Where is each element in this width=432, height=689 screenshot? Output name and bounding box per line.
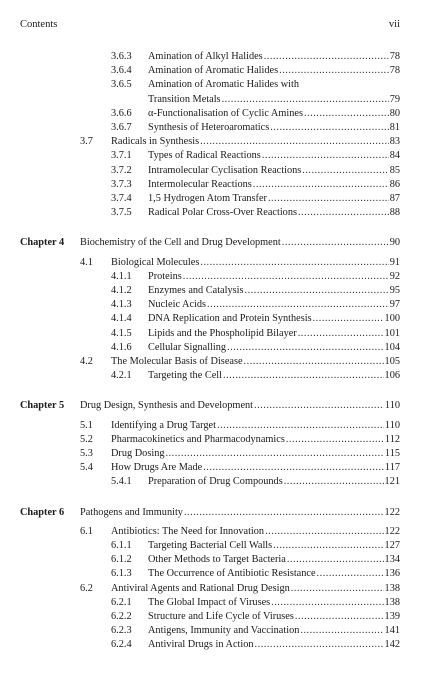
dot-leader: [287, 552, 384, 567]
chapter-entry[interactable]: [0, 235, 432, 250]
entry-title: α-Functionalisation of Cyclic Amines: [148, 107, 303, 119]
entry-page-number: 81: [389, 122, 400, 133]
subsection-entry[interactable]: [0, 297, 432, 312]
section-entry[interactable]: [0, 581, 432, 596]
entry-title: Proteins: [148, 270, 182, 282]
entry-title: The Occurrence of Antibiotic Resistance: [148, 568, 316, 580]
subsection-entry[interactable]: [0, 120, 432, 135]
section-number: 5.1: [80, 419, 93, 431]
entry-page-number: 110: [384, 400, 400, 412]
entry-page-number: 105: [384, 356, 400, 367]
section-entry[interactable]: [0, 418, 432, 433]
entry-page-number: 138: [384, 582, 400, 594]
dot-leader: [313, 311, 384, 326]
section-number: 3.7.2: [111, 164, 132, 176]
dot-leader: [284, 474, 384, 489]
section-entry[interactable]: [0, 134, 432, 149]
section-number: 6.2.2: [111, 611, 132, 622]
section-entry[interactable]: [0, 354, 432, 369]
section-number: 3.7.1: [111, 150, 132, 162]
entry-page-number: 139: [384, 611, 400, 622]
dot-leader: [227, 340, 383, 355]
subsection-entry[interactable]: [0, 205, 432, 220]
section-number: 4.1.2: [111, 285, 132, 296]
entry-page-number: 138: [384, 596, 400, 608]
subsection-entry[interactable]: [0, 566, 432, 581]
entry-title: Amination of Alkyl Halides: [148, 51, 263, 62]
section-number: 3.6.3: [111, 51, 132, 62]
dot-leader: [262, 148, 389, 163]
dot-leader: [286, 432, 384, 447]
section-number: 6.1.1: [111, 540, 132, 551]
entry-page-number: 122: [384, 506, 400, 518]
running-head-title: Contents: [20, 19, 58, 30]
dot-leader: [271, 595, 383, 610]
entry-title: Transition Metals: [148, 93, 221, 105]
entry-title: Drug Design, Synthesis and Development: [80, 400, 254, 412]
section-number: 3.6.7: [111, 122, 132, 133]
dot-leader: [203, 460, 384, 475]
dot-leader: [279, 63, 389, 78]
dot-leader: [264, 49, 389, 64]
entry-title: Antibiotics: The Need for Innovation: [111, 525, 265, 537]
entry-title: Amination of Aromatic Halides with: [148, 79, 299, 91]
chapter-number: Chapter 5: [20, 400, 65, 412]
entry-title: Structure and Life Cycle of Viruses: [148, 611, 294, 622]
entry-page-number: 87: [389, 193, 400, 204]
entry-title: Biological Molecules: [111, 256, 200, 268]
section-number: 6.2.1: [111, 596, 132, 608]
section-number: 5.3: [80, 448, 93, 459]
dot-leader: [207, 297, 389, 312]
section-number: 5.4.1: [111, 476, 132, 488]
entry-page-number: 117: [384, 462, 400, 474]
section-entry[interactable]: [0, 446, 432, 461]
section-number: 3.6.5: [111, 79, 132, 91]
entry-page-number: 85: [389, 164, 400, 176]
subsection-entry[interactable]: [0, 623, 432, 638]
entry-title: Preparation of Drug Compounds: [148, 476, 283, 488]
chapter-entry[interactable]: [0, 505, 432, 520]
entry-title: Intermolecular Reactions: [148, 178, 252, 190]
section-number: 6.1.2: [111, 554, 132, 566]
section-number: 6.2.3: [111, 625, 132, 637]
section-entry[interactable]: [0, 255, 432, 270]
dot-leader: [217, 418, 384, 433]
section-number: 4.1.3: [111, 299, 132, 311]
entry-page-number: 78: [389, 65, 400, 77]
dot-leader: [270, 120, 388, 135]
subsection-entry[interactable]: [0, 177, 432, 192]
dot-leader: [200, 255, 388, 270]
section-number: 3.6.6: [111, 107, 132, 119]
entry-page-number: 88: [389, 207, 400, 219]
entry-page-number: 86: [389, 178, 400, 190]
entry-title: Identifying a Drug Target: [111, 419, 216, 431]
entry-title: Cellular Signalling: [148, 341, 227, 353]
subsection-entry[interactable]: [0, 148, 432, 163]
subsection-entry[interactable]: [0, 538, 432, 553]
entry-title: Antigens, Immunity and Vaccination: [148, 625, 300, 637]
entry-title: Types of Radical Reactions: [148, 150, 261, 162]
entry-page-number: 84: [389, 150, 400, 162]
section-number: 4.1.6: [111, 341, 132, 353]
dot-leader: [166, 446, 384, 461]
dot-leader: [245, 283, 389, 298]
dot-leader: [244, 354, 384, 369]
entry-page-number: 142: [384, 639, 400, 651]
entry-title: Intramolecular Cyclisation Reactions: [148, 164, 302, 176]
entry-title: Other Methods to Target Bacteria: [148, 554, 286, 566]
section-number: 6.2: [80, 582, 93, 594]
entry-page-number: 134: [384, 554, 400, 566]
entry-title: The Global Impact of Viruses: [148, 596, 271, 608]
dot-leader: [300, 623, 383, 638]
subsection-entry[interactable]: [0, 92, 432, 107]
section-entry[interactable]: [0, 460, 432, 475]
entry-title: Biochemistry of the Cell and Drug Development: [80, 237, 281, 249]
section-number: 4.1.4: [111, 313, 132, 325]
entry-page-number: 112: [384, 433, 400, 445]
entry-page-number: 101: [384, 327, 400, 339]
entry-title: DNA Replication and Protein Synthesis: [148, 313, 312, 325]
dot-leader: [298, 326, 384, 341]
dot-leader: [223, 368, 384, 383]
section-number: 4.2.1: [111, 370, 132, 382]
entry-title: Targeting Bacterial Cell Walls: [148, 540, 273, 551]
dot-leader: [282, 235, 389, 250]
entry-title: Amination of Aromatic Halides: [148, 65, 279, 77]
dot-leader: [268, 191, 389, 206]
dot-leader: [222, 92, 389, 107]
section-number: 4.1.5: [111, 327, 132, 339]
subsection-entry[interactable]: [0, 552, 432, 567]
subsection-entry[interactable]: [0, 311, 432, 326]
dot-leader: [184, 505, 384, 520]
dot-leader: [295, 609, 384, 624]
entry-page-number: 79: [389, 93, 400, 105]
dot-leader: [255, 637, 384, 652]
section-number: 5.2: [80, 433, 93, 445]
entry-page-number: 141: [384, 625, 400, 637]
section-number: 3.7.4: [111, 193, 132, 204]
section-number: 3.7.3: [111, 178, 132, 190]
entry-title: Synthesis of Heteroaromatics: [148, 122, 270, 133]
subsection-entry[interactable]: [0, 637, 432, 652]
subsection-entry[interactable]: [0, 191, 432, 206]
subsection-entry[interactable]: [0, 63, 432, 78]
entry-title: Enzymes and Catalysis: [148, 285, 244, 296]
subsection-entry[interactable]: [0, 269, 432, 284]
entry-title: The Molecular Basis of Disease: [111, 356, 243, 367]
subsection-entry[interactable]: [0, 77, 432, 92]
entry-page-number: 91: [389, 256, 400, 268]
entry-page-number: 106: [384, 370, 400, 382]
subsection-entry[interactable]: [0, 595, 432, 610]
entry-title: How Drugs Are Made: [111, 462, 203, 474]
section-number: 4.1.1: [111, 270, 132, 282]
section-number: 5.4: [80, 462, 93, 474]
entry-page-number: 92: [389, 270, 400, 282]
dot-leader: [253, 177, 389, 192]
section-number: 6.1.3: [111, 568, 132, 580]
dot-leader: [298, 205, 389, 220]
section-number: 3.7: [80, 136, 93, 148]
entry-page-number: 121: [384, 476, 400, 488]
entry-page-number: 136: [384, 568, 400, 580]
section-entry[interactable]: [0, 524, 432, 539]
page-number: vii: [388, 19, 400, 30]
dot-leader: [183, 269, 389, 284]
subsection-entry[interactable]: [0, 163, 432, 178]
entry-page-number: 80: [389, 107, 400, 119]
entry-page-number: 97: [389, 299, 400, 311]
entry-title: Radical Polar Cross-Over Reactions: [148, 207, 297, 219]
subsection-entry[interactable]: [0, 283, 432, 298]
subsection-entry[interactable]: [0, 49, 432, 64]
dot-leader: [265, 524, 383, 539]
dot-leader: [317, 566, 384, 581]
entry-page-number: 78: [389, 51, 400, 62]
entry-title: Antiviral Agents and Rational Drug Design: [111, 582, 290, 594]
entry-page-number: 100: [384, 313, 400, 325]
entry-page-number: 127: [384, 540, 400, 551]
entry-page-number: 115: [384, 448, 400, 459]
entry-title: Pharmacokinetics and Pharmacodynamics: [111, 433, 285, 445]
chapter-number: Chapter 6: [20, 506, 65, 518]
section-number: 3.6.4: [111, 65, 132, 77]
entry-page-number: 83: [389, 136, 400, 148]
entry-page-number: 104: [384, 341, 400, 353]
entry-title: Drug Dosing: [111, 448, 165, 459]
entry-title: Nucleic Acids: [148, 299, 207, 311]
entry-page-number: 122: [384, 525, 400, 537]
dot-leader: [304, 106, 389, 121]
entry-title: Antiviral Drugs in Action: [148, 639, 254, 651]
dot-leader: [200, 134, 389, 149]
section-number: 6.2.4: [111, 639, 132, 651]
subsection-entry[interactable]: [0, 326, 432, 341]
subsection-entry[interactable]: [0, 368, 432, 383]
section-number: 6.1: [80, 525, 93, 537]
chapter-number: Chapter 4: [20, 237, 65, 249]
subsection-entry[interactable]: [0, 340, 432, 355]
chapter-entry[interactable]: [0, 398, 432, 413]
subsection-entry[interactable]: [0, 106, 432, 121]
dot-leader: [291, 581, 384, 596]
section-number: 4.2: [80, 356, 93, 367]
entry-title: Pathogens and Immunity: [80, 506, 183, 518]
subsection-entry[interactable]: [0, 474, 432, 489]
entry-page-number: 95: [389, 285, 400, 296]
section-number: 4.1: [80, 256, 93, 268]
entry-page-number: 90: [389, 237, 400, 249]
dot-leader: [254, 398, 384, 413]
entry-title: Targeting the Cell: [148, 370, 223, 382]
dot-leader: [273, 538, 383, 553]
section-number: 3.7.5: [111, 207, 132, 219]
subsection-entry[interactable]: [0, 609, 432, 624]
entry-title: 1,5 Hydrogen Atom Transfer: [148, 193, 267, 204]
entry-title: Radicals in Synthesis: [111, 136, 200, 148]
section-entry[interactable]: [0, 432, 432, 447]
entry-title: Lipids and the Phospholipid Bilayer: [148, 327, 297, 339]
dot-leader: [302, 163, 388, 178]
entry-page-number: 110: [384, 419, 400, 431]
